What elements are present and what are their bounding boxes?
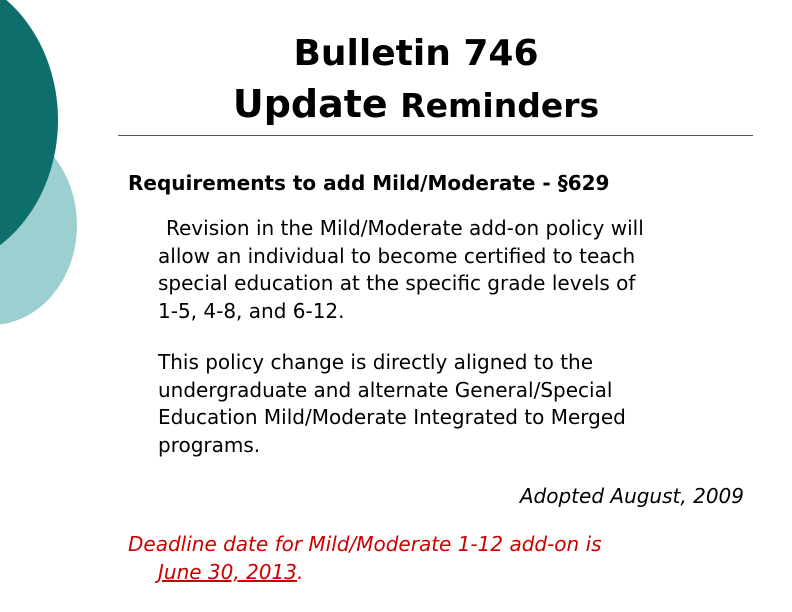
title-word-update: Update bbox=[232, 82, 388, 126]
paragraph-line: Revision in the Mild/Moderate add-on policy will bbox=[166, 216, 644, 240]
adopted-date: Adopted August, 2009 bbox=[519, 484, 744, 508]
paragraph-line: special education at the specific grade levels of bbox=[158, 271, 636, 295]
slide-title-line-1: Bulletin 746 bbox=[293, 33, 539, 74]
title-divider bbox=[118, 135, 753, 136]
deadline-period: . bbox=[296, 560, 304, 584]
deadline-date-line bbox=[158, 558, 602, 586]
paragraph-line: allow an individual to become certified to teach bbox=[158, 243, 636, 268]
title-word-reminders: Reminders bbox=[400, 86, 600, 125]
paragraph-line: 1-5, 4-8, and 6-12. bbox=[158, 298, 345, 323]
section-heading: Requirements to add Mild/Moderate - §629 bbox=[128, 171, 610, 195]
slide-title-line-2 bbox=[110, 83, 722, 127]
deadline-date: June 30, 2013 bbox=[158, 560, 297, 584]
policy-alignment-paragraph bbox=[158, 349, 626, 459]
paragraph-line: undergraduate and alternate General/Special bbox=[158, 377, 613, 402]
deadline-notice bbox=[128, 530, 602, 586]
paragraph-line: Education Mild/Moderate Integrated to Merged bbox=[158, 405, 626, 429]
paragraph-line: programs. bbox=[158, 432, 261, 457]
paragraph-line: This policy change is directly aligned to the bbox=[158, 350, 594, 374]
deadline-text: Deadline date for Mild/Moderate 1-12 add-on is bbox=[128, 532, 602, 556]
policy-revision-paragraph bbox=[158, 215, 644, 325]
